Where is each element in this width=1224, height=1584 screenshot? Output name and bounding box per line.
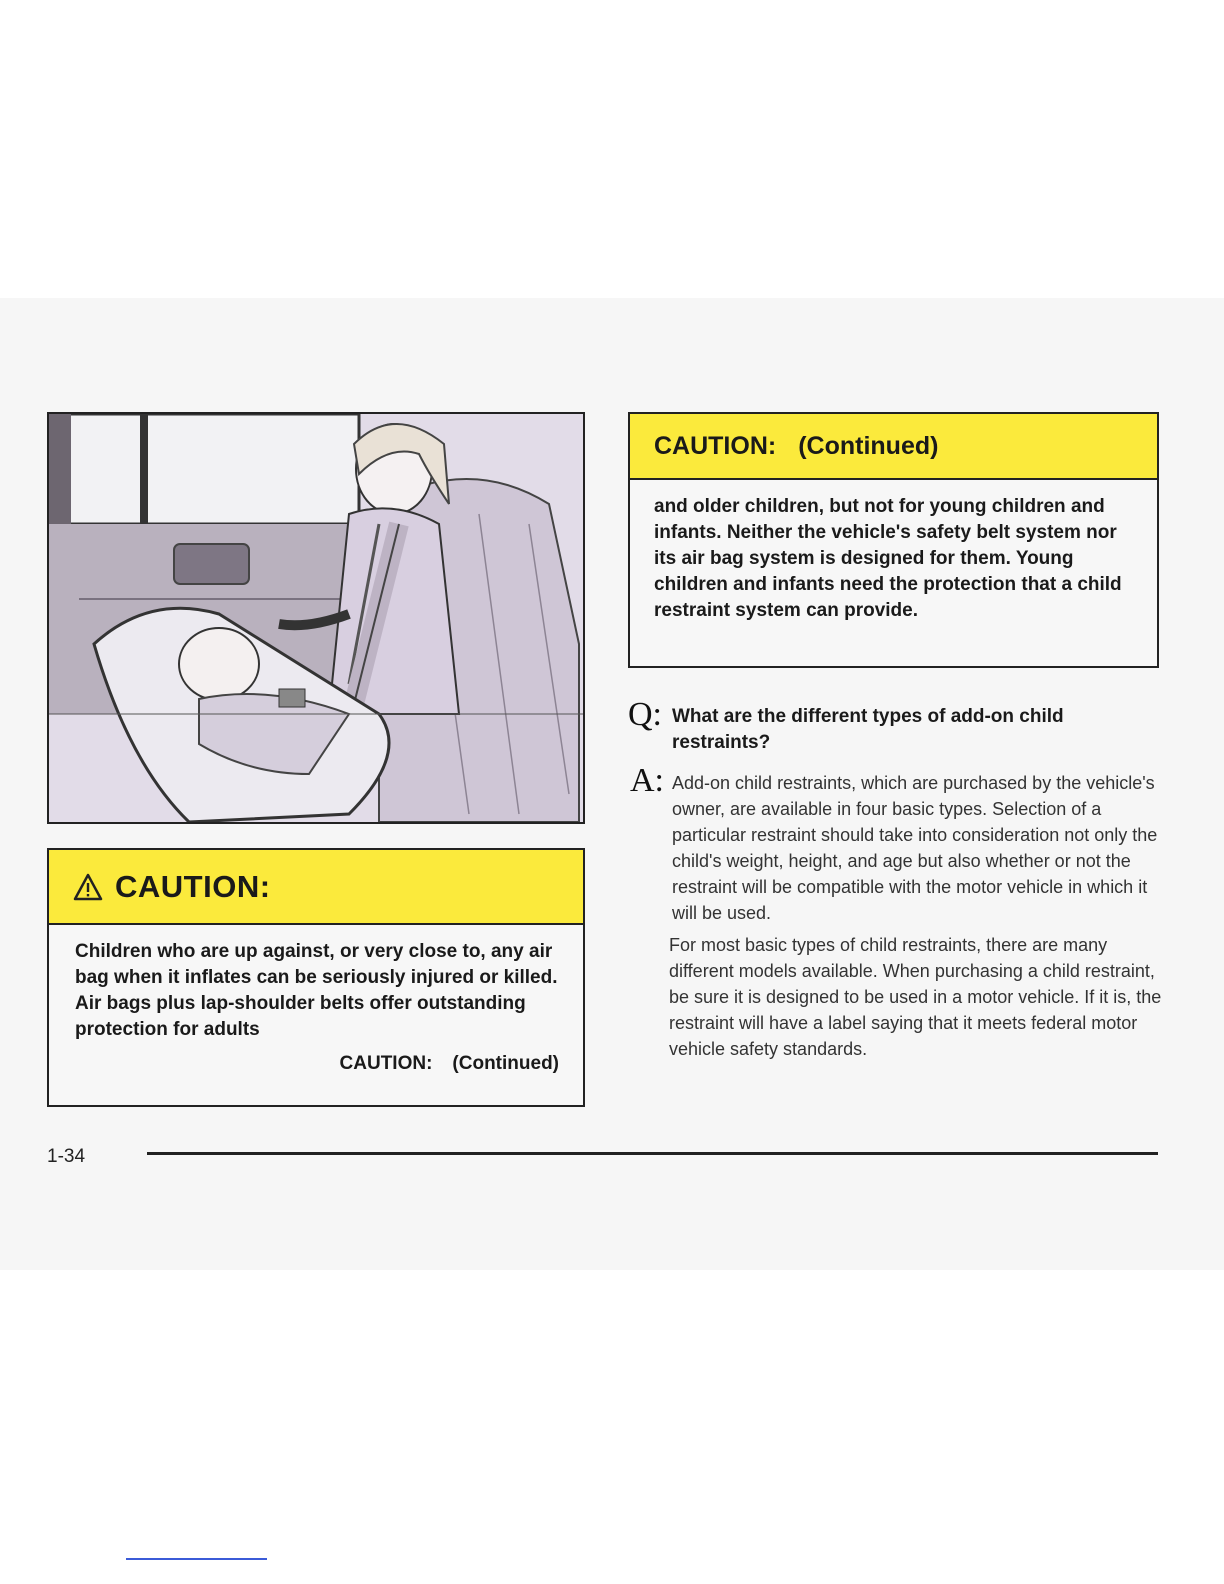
warning-triangle-icon xyxy=(73,873,103,901)
caution-title-continued xyxy=(654,432,938,461)
continued-word: (Continued) xyxy=(798,431,939,460)
answer-marker: A: xyxy=(630,762,664,799)
answer-text xyxy=(669,770,1162,1062)
continued-word: (Continued) xyxy=(452,1053,559,1074)
child-seat-illustration xyxy=(47,412,585,824)
caution-word: CAUTION: xyxy=(654,431,777,460)
caution-box-right xyxy=(628,412,1159,668)
page-number: 1-34 xyxy=(47,1146,86,1167)
caution-body: Children who are up against, or very close to, any air bag when it inflates can be seriously injured or killed. Air bags plus lap-shoulder belts offer outstanding protection for adults xyxy=(75,941,558,1040)
continued-caution-word: CAUTION: xyxy=(339,1053,433,1074)
caution-header xyxy=(49,850,583,925)
question-text: What are the different types of add-on child restraints? xyxy=(672,706,1064,753)
answer-paragraph: Add-on child restraints, which are purchased by the vehicle's owner, are available in four basic types. Selection of a particular restraint should take into consideration not only the child's weight, height, and age but also whether or not the restraint will be compatible with the motor vehicle in which it will be used. xyxy=(672,773,1158,923)
caution-box-left xyxy=(47,848,585,1107)
footer-divider xyxy=(147,1152,1158,1155)
question-marker: Q: xyxy=(628,696,662,733)
caution-header-continued xyxy=(630,414,1157,480)
caution-continued-label xyxy=(49,1053,583,1075)
bottom-divider xyxy=(126,1558,267,1560)
caution-body-continued: and older children, but not for young children and infants. Neither the vehicle's safety belt system nor its air bag system is designed for them. Young children and infants need the protection that a child restraint system can provide. xyxy=(654,496,1122,621)
caution-title: CAUTION: xyxy=(115,868,271,904)
answer-paragraph: For most basic types of child restraints, there are many different models available. When purchasing a child restraint, be sure it is designed to be used in a motor vehicle. If it is, the restraint will have a label saying that it meets federal motor vehicle safety standards. xyxy=(669,935,1162,1059)
